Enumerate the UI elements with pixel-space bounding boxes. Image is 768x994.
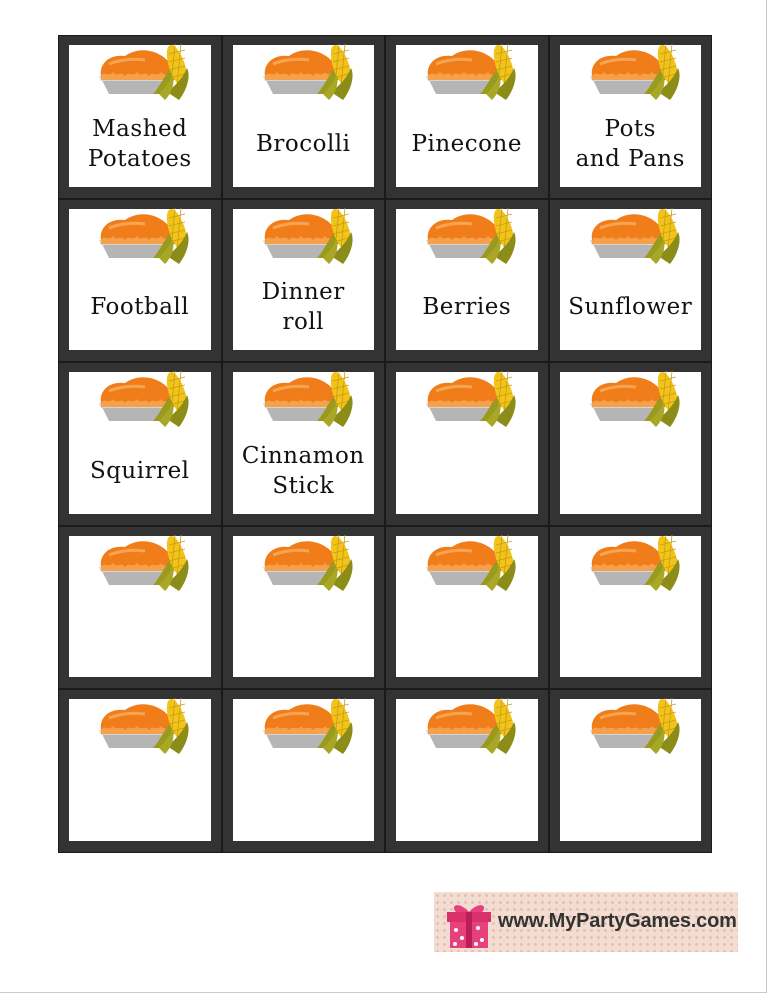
pumpkin-pie-corn-icon — [259, 42, 359, 106]
card-face — [560, 699, 702, 841]
card-face — [69, 45, 211, 187]
word-card — [549, 199, 713, 363]
card-label — [69, 598, 211, 672]
card-face — [560, 45, 702, 187]
card-label: Sunflower — [568, 294, 693, 321]
pumpkin-pie-corn-icon — [586, 369, 686, 433]
pumpkin-pie-corn-icon — [259, 369, 359, 433]
word-card — [58, 199, 222, 363]
pumpkin-pie-corn-icon — [95, 369, 195, 433]
pumpkin-pie-corn-icon — [586, 696, 686, 760]
word-card — [549, 689, 713, 853]
card-face — [560, 536, 702, 678]
card-label: Berries — [422, 294, 512, 321]
card-face — [69, 536, 211, 678]
pumpkin-pie-corn-icon — [259, 696, 359, 760]
card-label: Pots and Pans — [575, 115, 685, 172]
word-card — [222, 35, 386, 199]
word-card — [222, 199, 386, 363]
card-face — [396, 209, 538, 351]
word-card — [549, 362, 713, 526]
pumpkin-pie-corn-icon — [422, 206, 522, 270]
word-card — [385, 526, 549, 690]
word-card — [58, 689, 222, 853]
card-label — [396, 761, 538, 835]
word-card — [222, 689, 386, 853]
card-label — [560, 434, 702, 508]
word-card — [549, 35, 713, 199]
word-card — [58, 35, 222, 199]
pumpkin-pie-corn-icon — [95, 533, 195, 597]
card-label — [396, 598, 538, 672]
card-label — [69, 761, 211, 835]
pumpkin-pie-corn-icon — [586, 206, 686, 270]
card-face — [396, 699, 538, 841]
card-face — [396, 372, 538, 514]
card-face — [233, 209, 375, 351]
card-face — [560, 209, 702, 351]
card-label — [233, 598, 375, 672]
card-face — [69, 209, 211, 351]
card-label: Dinner roll — [261, 279, 345, 336]
word-card — [58, 362, 222, 526]
card-face — [69, 699, 211, 841]
card-label: Pinecone — [411, 130, 522, 157]
card-face — [233, 536, 375, 678]
card-face — [560, 372, 702, 514]
card-face — [396, 45, 538, 187]
card-label: Mashed Potatoes — [87, 115, 192, 172]
card-face — [233, 699, 375, 841]
word-card — [222, 362, 386, 526]
word-card — [385, 199, 549, 363]
pumpkin-pie-corn-icon — [95, 206, 195, 270]
pumpkin-pie-corn-icon — [586, 533, 686, 597]
card-label: Football — [90, 294, 190, 321]
card-face — [396, 536, 538, 678]
pumpkin-pie-corn-icon — [586, 42, 686, 106]
pumpkin-pie-corn-icon — [259, 206, 359, 270]
word-card — [549, 526, 713, 690]
pumpkin-pie-corn-icon — [95, 42, 195, 106]
pumpkin-pie-corn-icon — [422, 42, 522, 106]
card-label — [233, 761, 375, 835]
card-face — [69, 372, 211, 514]
card-label: Cinnamon Stick — [241, 442, 365, 499]
website-logo — [434, 892, 738, 952]
card-label: Squirrel — [89, 457, 190, 484]
word-card — [222, 526, 386, 690]
word-card — [385, 689, 549, 853]
pumpkin-pie-corn-icon — [422, 696, 522, 760]
word-card — [385, 35, 549, 199]
card-label — [560, 598, 702, 672]
pumpkin-pie-corn-icon — [422, 533, 522, 597]
website-url: www.MyPartyGames.com — [498, 910, 737, 932]
card-label: Brocolli — [255, 130, 351, 157]
pumpkin-pie-corn-icon — [259, 533, 359, 597]
card-face — [233, 372, 375, 514]
pumpkin-pie-corn-icon — [95, 696, 195, 760]
card-label — [560, 761, 702, 835]
card-face — [233, 45, 375, 187]
gift-box-icon — [442, 894, 496, 952]
word-card — [58, 526, 222, 690]
pumpkin-pie-corn-icon — [422, 369, 522, 433]
card-grid — [58, 35, 712, 853]
card-label — [396, 434, 538, 508]
word-card — [385, 362, 549, 526]
